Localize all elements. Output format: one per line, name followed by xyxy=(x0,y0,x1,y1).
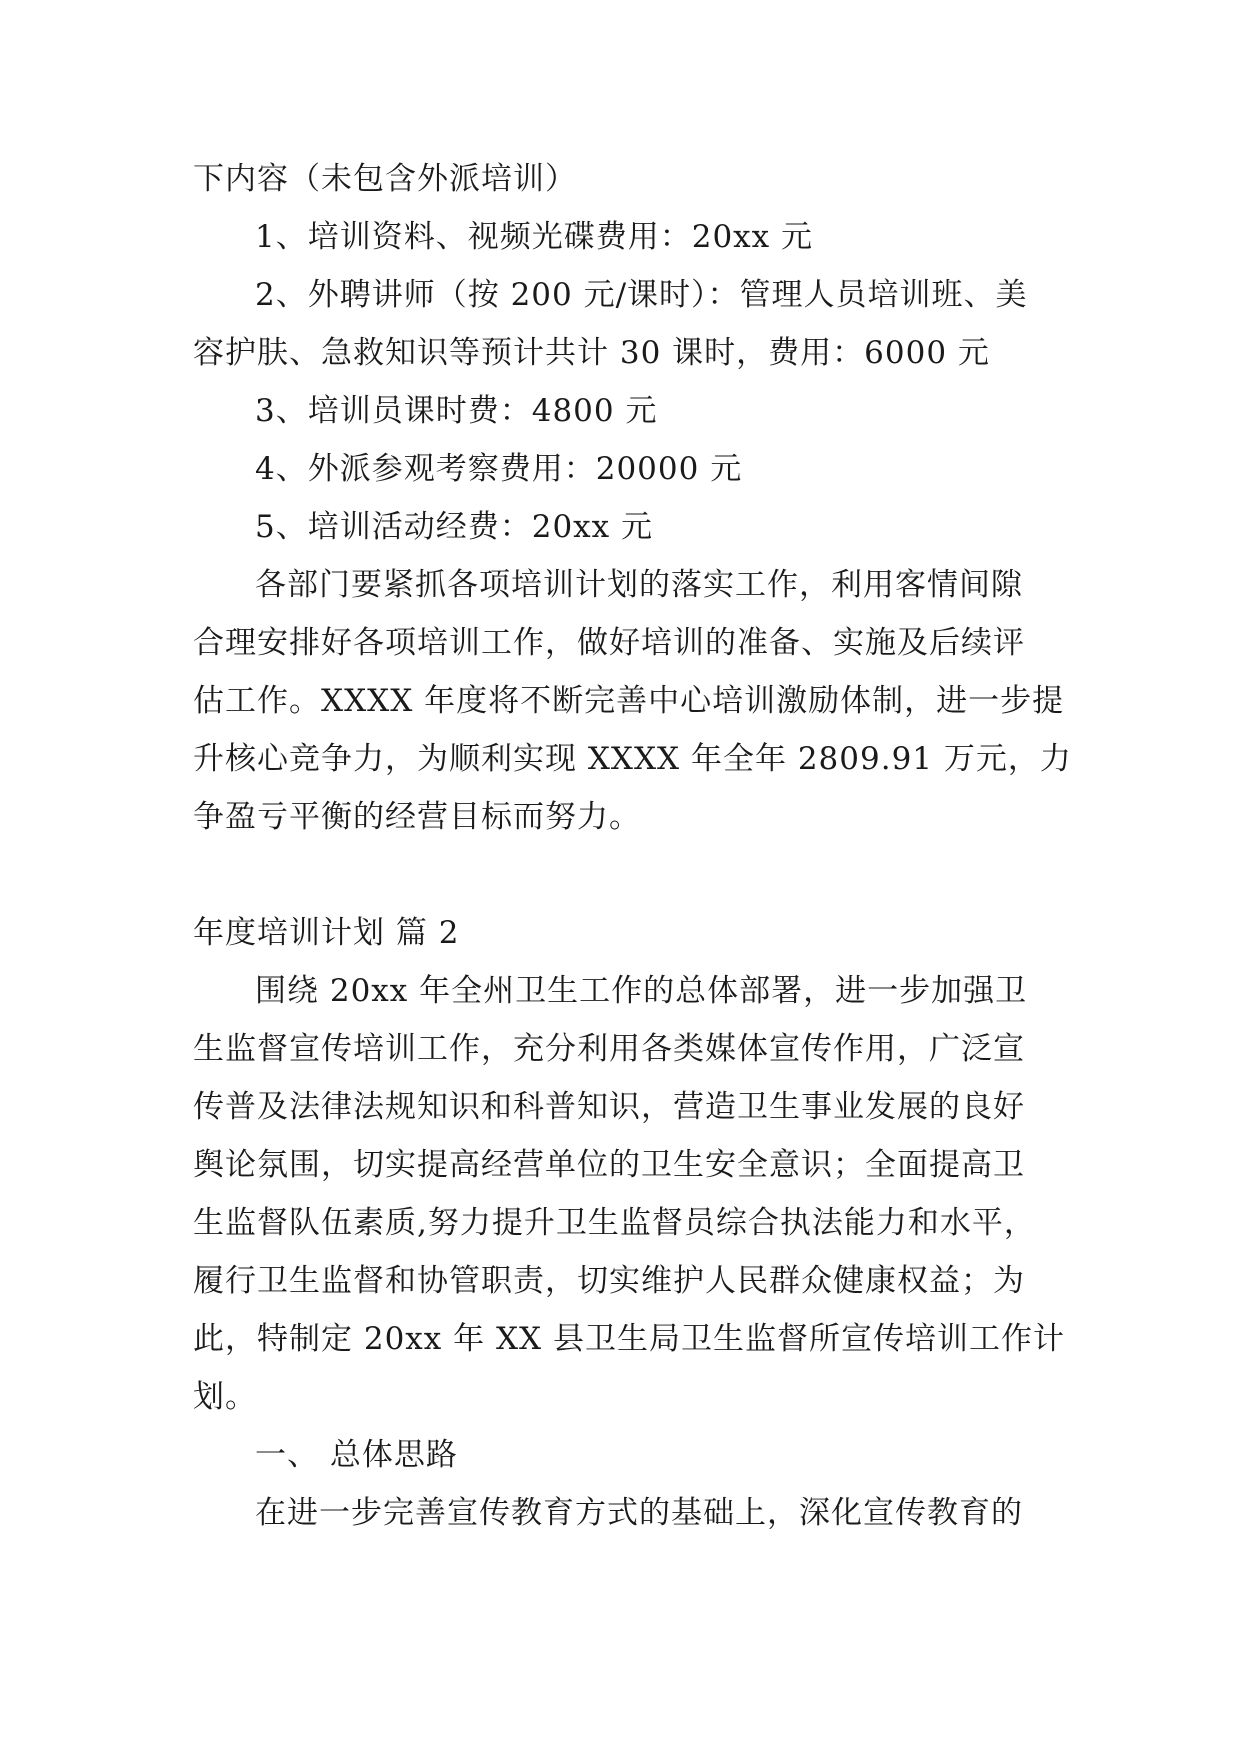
budget-item-3: 3、培训员课时费：4800 元 xyxy=(255,393,658,429)
intro-line: 下内容（未包含外派培训） xyxy=(193,161,577,197)
subheading: 一、 总体思路 xyxy=(255,1437,458,1473)
closing-paragraph-line: 争盈亏平衡的经营目标而努力。 xyxy=(193,799,641,835)
closing-paragraph-line: 升核心竞争力，为顺利实现 XXXX 年全年 2809.91 万元，力 xyxy=(193,741,1072,777)
body-paragraph-line: 围绕 20xx 年全州卫生工作的总体部署，进一步加强卫 xyxy=(255,973,1028,1009)
budget-item-1: 1、培训资料、视频光碟费用：20xx 元 xyxy=(255,219,813,255)
closing-paragraph-line: 合理安排好各项培训工作，做好培训的准备、实施及后续评 xyxy=(193,625,1025,661)
body-paragraph-line: 履行卫生监督和协管职责，切实维护人民群众健康权益；为 xyxy=(193,1263,1025,1299)
body-paragraph-line: 生监督队伍素质,努力提升卫生监督员综合执法能力和水平， xyxy=(193,1205,1036,1241)
body-paragraph-line: 划。 xyxy=(193,1379,257,1415)
budget-item-5: 5、培训活动经费：20xx 元 xyxy=(255,509,653,545)
closing-paragraph-line: 估工作。XXXX 年度将不断完善中心培训激励体制，进一步提 xyxy=(193,683,1065,719)
closing-paragraph-line: 各部门要紧抓各项培训计划的落实工作，利用客情间隙 xyxy=(255,567,1023,603)
body-paragraph-line: 生监督宣传培训工作，充分利用各类媒体宣传作用，广泛宣 xyxy=(193,1031,1025,1067)
document-page xyxy=(193,150,1072,1542)
body-paragraph-line: 此，特制定 20xx 年 XX 县卫生局卫生监督所宣传培训工作计 xyxy=(193,1321,1065,1357)
body-paragraph-line: 在进一步完善宣传教育方式的基础上，深化宣传教育的 xyxy=(255,1495,1023,1531)
budget-item-2-continued: 容护肤、急救知识等预计共计 30 课时，费用：6000 元 xyxy=(193,335,990,371)
body-paragraph-line: 舆论氛围，切实提高经营单位的卫生安全意识；全面提高卫 xyxy=(193,1147,1025,1183)
section-title: 年度培训计划 篇 2 xyxy=(193,915,460,951)
budget-item-2: 2、外聘讲师（按 200 元/课时）：管理人员培训班、美 xyxy=(255,277,1028,313)
body-paragraph-line: 传普及法律法规知识和科普知识，营造卫生事业发展的良好 xyxy=(193,1089,1025,1125)
budget-item-4: 4、外派参观考察费用：20000 元 xyxy=(255,451,743,487)
